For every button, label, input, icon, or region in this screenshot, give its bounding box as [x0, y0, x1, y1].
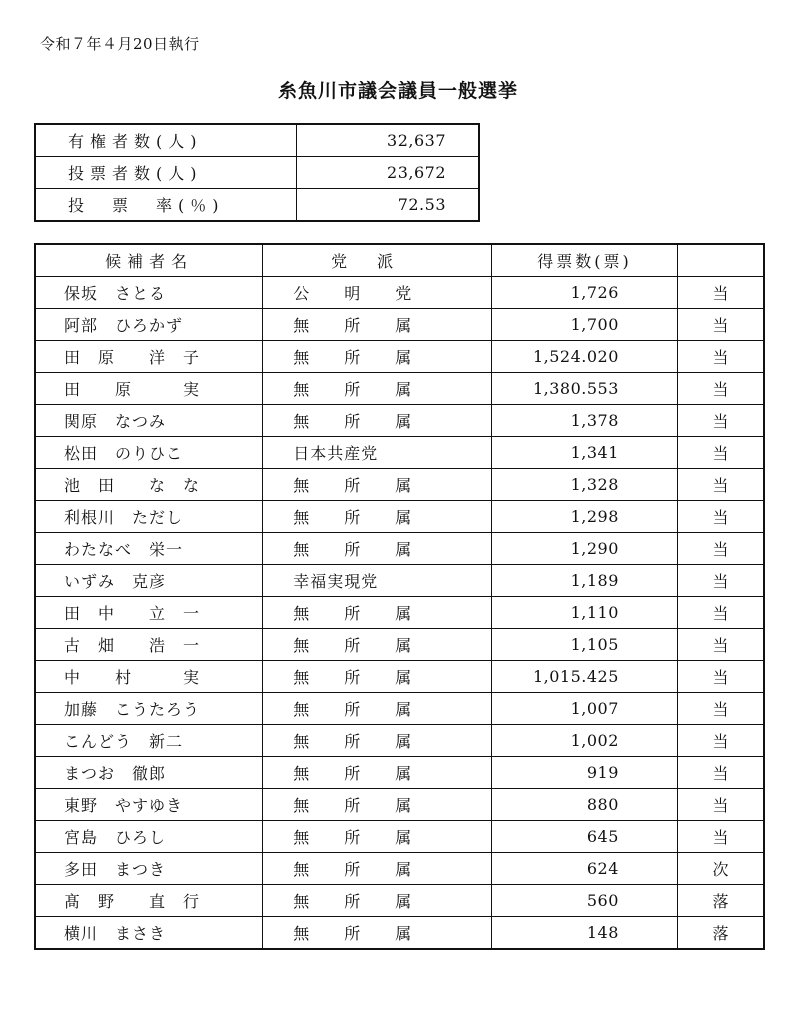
candidate-votes: 1,007	[492, 693, 678, 725]
candidate-votes: 624	[492, 853, 678, 885]
table-row	[35, 373, 764, 405]
candidate-name: こんどう 新二	[35, 725, 263, 757]
candidate-party: 無 所 属	[263, 693, 492, 725]
table-row	[35, 853, 764, 885]
summary-row	[35, 157, 479, 189]
candidate-name: 利根川 ただし	[35, 501, 263, 533]
candidate-votes: 1,380.553	[492, 373, 678, 405]
table-row	[35, 533, 764, 565]
candidate-party: 無 所 属	[263, 661, 492, 693]
candidate-party: 無 所 属	[263, 341, 492, 373]
candidate-result: 当	[677, 309, 764, 341]
candidate-result: 当	[677, 437, 764, 469]
candidate-name: 関原 なつみ	[35, 405, 263, 437]
candidate-name: 古 畑 浩 一	[35, 629, 263, 661]
candidate-result: 当	[677, 757, 764, 789]
candidate-name: 松田 のりひこ	[35, 437, 263, 469]
candidate-party: 無 所 属	[263, 597, 492, 629]
table-row	[35, 917, 764, 950]
table-row	[35, 501, 764, 533]
candidate-party: 無 所 属	[263, 917, 492, 950]
candidate-result: 当	[677, 405, 764, 437]
candidate-result: 落	[677, 885, 764, 917]
candidate-party: 日本共産党	[263, 437, 492, 469]
candidate-votes: 1,105	[492, 629, 678, 661]
candidate-name: 髙 野 直 行	[35, 885, 263, 917]
candidate-party: 無 所 属	[263, 373, 492, 405]
candidate-votes: 148	[492, 917, 678, 950]
table-row	[35, 437, 764, 469]
candidate-party: 公 明 党	[263, 277, 492, 309]
header-votes: 得票数(票)	[492, 244, 678, 277]
candidate-name: わたなべ 栄一	[35, 533, 263, 565]
candidate-result: 当	[677, 341, 764, 373]
candidate-result: 落	[677, 917, 764, 950]
candidate-votes: 560	[492, 885, 678, 917]
candidate-result: 当	[677, 533, 764, 565]
header-result	[677, 244, 764, 277]
candidate-votes: 1,726	[492, 277, 678, 309]
summary-value: 72.53	[297, 189, 480, 222]
candidate-votes: 1,524.020	[492, 341, 678, 373]
candidate-votes: 1,290	[492, 533, 678, 565]
table-row	[35, 309, 764, 341]
candidate-party: 無 所 属	[263, 501, 492, 533]
table-row	[35, 693, 764, 725]
candidate-name: 宮島 ひろし	[35, 821, 263, 853]
candidate-name: 多田 まつき	[35, 853, 263, 885]
candidate-party: 無 所 属	[263, 757, 492, 789]
candidate-party: 幸福実現党	[263, 565, 492, 597]
table-row	[35, 885, 764, 917]
candidate-votes: 1,378	[492, 405, 678, 437]
candidate-votes: 919	[492, 757, 678, 789]
candidate-votes: 1,189	[492, 565, 678, 597]
turnout-summary-table	[34, 123, 480, 222]
candidate-votes: 645	[492, 821, 678, 853]
candidate-party: 無 所 属	[263, 405, 492, 437]
results-header-row	[35, 244, 764, 277]
candidate-party: 無 所 属	[263, 629, 492, 661]
candidate-result: 当	[677, 469, 764, 501]
candidate-result: 当	[677, 789, 764, 821]
candidate-result: 当	[677, 693, 764, 725]
candidate-name: 横川 まさき	[35, 917, 263, 950]
candidate-name: 田 中 立 一	[35, 597, 263, 629]
summary-row	[35, 189, 479, 222]
summary-value: 23,672	[297, 157, 480, 189]
candidate-name: 池 田 な な	[35, 469, 263, 501]
candidate-name: 東野 やすゆき	[35, 789, 263, 821]
candidate-party: 無 所 属	[263, 853, 492, 885]
candidate-votes: 1,298	[492, 501, 678, 533]
candidate-result: 当	[677, 629, 764, 661]
summary-row	[35, 124, 479, 157]
candidate-name: いずみ 克彦	[35, 565, 263, 597]
candidate-result: 次	[677, 853, 764, 885]
candidate-name: まつお 徹郎	[35, 757, 263, 789]
table-row	[35, 725, 764, 757]
candidate-votes: 1,015.425	[492, 661, 678, 693]
candidate-result: 当	[677, 661, 764, 693]
candidate-party: 無 所 属	[263, 533, 492, 565]
candidate-votes: 880	[492, 789, 678, 821]
candidate-result: 当	[677, 501, 764, 533]
table-row	[35, 789, 764, 821]
candidate-votes: 1,002	[492, 725, 678, 757]
candidate-name: 田 原 実	[35, 373, 263, 405]
candidate-party: 無 所 属	[263, 789, 492, 821]
candidate-result: 当	[677, 565, 764, 597]
summary-label: 投票者数(人)	[35, 157, 297, 189]
candidate-name: 田 原 洋 子	[35, 341, 263, 373]
candidate-result: 当	[677, 373, 764, 405]
table-row	[35, 629, 764, 661]
candidate-name: 加藤 こうたろう	[35, 693, 263, 725]
summary-value: 32,637	[297, 124, 480, 157]
candidate-name: 阿部 ひろかず	[35, 309, 263, 341]
table-row	[35, 757, 764, 789]
candidate-party: 無 所 属	[263, 469, 492, 501]
candidate-votes: 1,110	[492, 597, 678, 629]
candidate-result: 当	[677, 597, 764, 629]
table-row	[35, 661, 764, 693]
candidate-party: 無 所 属	[263, 725, 492, 757]
summary-label: 有権者数(人)	[35, 124, 297, 157]
candidate-party: 無 所 属	[263, 309, 492, 341]
page-title: 糸魚川市議会議員一般選挙	[277, 80, 518, 102]
candidate-result: 当	[677, 277, 764, 309]
candidate-party: 無 所 属	[263, 821, 492, 853]
summary-label: 投 票 率(％)	[35, 189, 297, 222]
candidate-party: 無 所 属	[263, 885, 492, 917]
table-row	[35, 341, 764, 373]
election-results-table	[34, 243, 765, 950]
table-row	[35, 597, 764, 629]
candidate-name: 保坂 さとる	[35, 277, 263, 309]
candidate-name: 中 村 実	[35, 661, 263, 693]
table-row	[35, 821, 764, 853]
candidate-votes: 1,328	[492, 469, 678, 501]
election-date: 令和７年４月20日執行	[40, 35, 200, 53]
table-row	[35, 277, 764, 309]
table-row	[35, 565, 764, 597]
candidate-result: 当	[677, 821, 764, 853]
candidate-result: 当	[677, 725, 764, 757]
header-candidate-name: 候補者名	[35, 244, 263, 277]
table-row	[35, 469, 764, 501]
candidate-votes: 1,700	[492, 309, 678, 341]
candidate-votes: 1,341	[492, 437, 678, 469]
header-party: 党派	[263, 244, 492, 277]
table-row	[35, 405, 764, 437]
